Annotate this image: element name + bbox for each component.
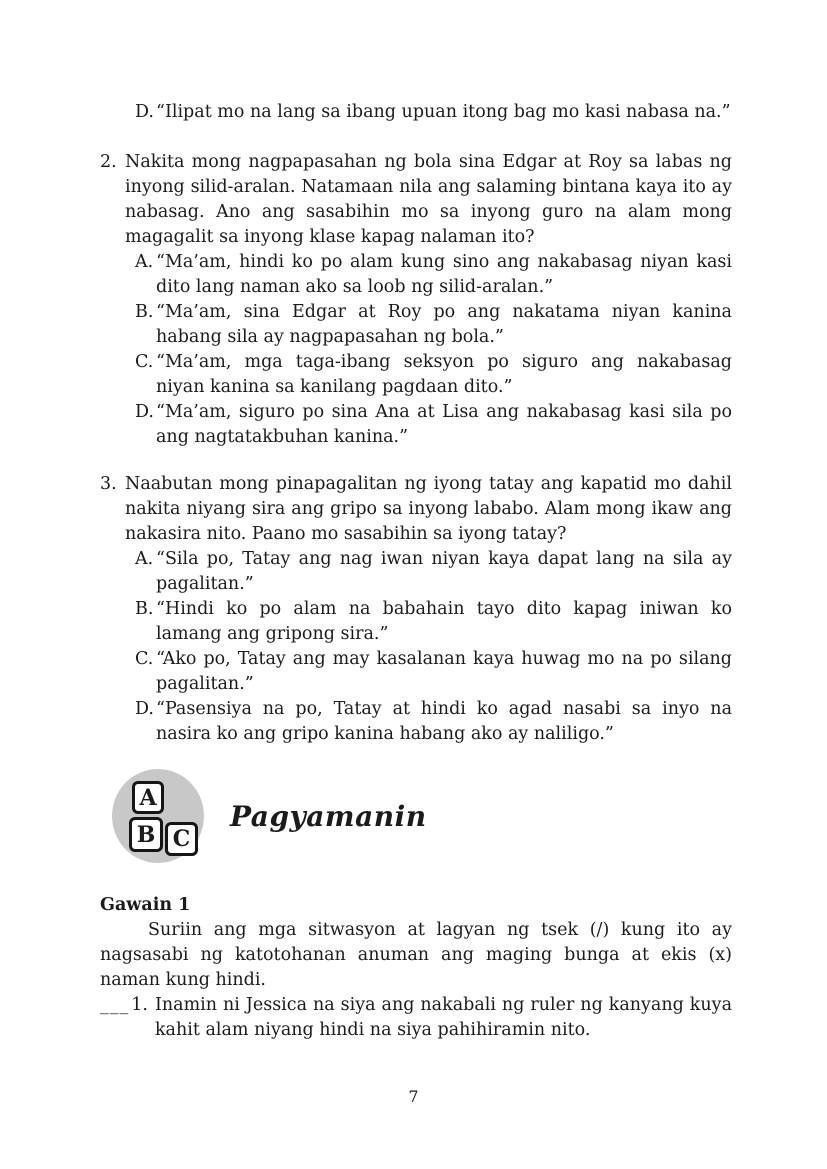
page-content: [100, 100, 732, 1043]
option-text: “Ilipat mo na lang sa ibang upuan itong bag mo kasi nabasa na.”: [156, 102, 731, 122]
block-letter-c: C: [165, 822, 198, 856]
section-banner: [112, 769, 732, 863]
option-row: [135, 400, 732, 450]
option-letter: D.: [135, 102, 154, 122]
option-text: “Ma’am, hindi ko po alam kung sino ang nakabasag niyan kasi dito lang naman ako sa loob ng silid-aralan.”: [156, 252, 732, 297]
option-letter: B.: [135, 599, 154, 619]
option-letter: A.: [135, 549, 154, 569]
activity-instructions: Suriin ang mga sitwasyon at lagyan ng tsek (/) kung ito ay nagsasabi ng katotohanan anuman ang maging bunga at ekis (x) naman kung hindi.: [100, 920, 732, 990]
option-row: [135, 300, 732, 350]
option-text: “Ako po, Tatay ang may kasalanan kaya huwag mo na po silang pagalitan.”: [156, 649, 732, 694]
option-row: [135, 597, 732, 647]
option-letter: A.: [135, 252, 154, 272]
option-text: “Ma’am, mga taga-ibang seksyon po siguro ang nakabasag niyan kanina sa kanilang pagdaan dito.”: [156, 352, 732, 397]
option-text: “Sila po, Tatay ang nag iwan niyan kaya dapat lang na sila ay pagalitan.”: [156, 549, 732, 594]
question-2: [100, 150, 732, 450]
option-letter: D.: [135, 402, 154, 422]
option-row: [135, 250, 732, 300]
option-row: [135, 350, 732, 400]
option-letter: B.: [135, 302, 154, 322]
block-letter-a: A: [132, 781, 164, 814]
question-stem: [100, 150, 732, 250]
item-number: 1.: [131, 995, 148, 1015]
option-row: [135, 697, 732, 747]
answer-blank: ___: [100, 995, 130, 1015]
option-letter: C.: [135, 352, 154, 372]
question-3: [100, 472, 732, 747]
option-row: [135, 547, 732, 597]
block-letter-b: B: [129, 817, 163, 852]
question-number: 3.: [100, 474, 117, 494]
question-stem: [100, 472, 732, 547]
section-title: Pagyamanin: [230, 799, 427, 833]
item-text: Inamin ni Jessica na siya ang nakabali ng ruler ng kanyang kuya kahit alam niyang hindi na siya pahihiramin nito.: [154, 995, 732, 1040]
option-text: “Ma’am, sina Edgar at Roy po ang nakatama niyan kanina habang sila ay nagpapasahan ng bola.”: [156, 302, 732, 347]
abc-blocks-icon: [112, 769, 204, 863]
option-row: [135, 100, 732, 125]
option-text: “Ma’am, siguro po sina Ana at Lisa ang nakabasag kasi sila po ang nagtatakbuhan kanina.”: [156, 402, 732, 447]
option-text: “Hindi ko po alam na babahain tayo dito kapag iniwan ko lamang ang gripong sira.”: [156, 599, 732, 644]
option-text: “Pasensiya na po, Tatay at hindi ko agad nasabi sa inyo na nasira ko ang gripo kanina habang ako ay naliligo.”: [156, 699, 732, 744]
option-letter: D.: [135, 699, 154, 719]
question-text: Nakita mong nagpapasahan ng bola sina Edgar at Roy sa labas ng inyong silid-aralan. Natamaan nila ang salaming bintana kaya ito ay nabasag. Ano ang sasabihin mo sa inyong guro na alam mong magagalit sa inyong klase kapag nalaman ito?: [125, 152, 732, 247]
activity-item: [100, 993, 732, 1043]
question-number: 2.: [100, 152, 117, 172]
option-row: [135, 647, 732, 697]
activity-heading: Gawain 1: [100, 895, 191, 915]
question-text: Naabutan mong pinapagalitan ng iyong tatay ang kapatid mo dahil nakita niyang sira ang gripo sa inyong lababo. Alam mong ikaw ang nakasira nito. Paano mo sasabihin sa iyong tatay?: [125, 474, 732, 544]
page-number: 7: [408, 1087, 419, 1106]
option-letter: C.: [135, 649, 154, 669]
